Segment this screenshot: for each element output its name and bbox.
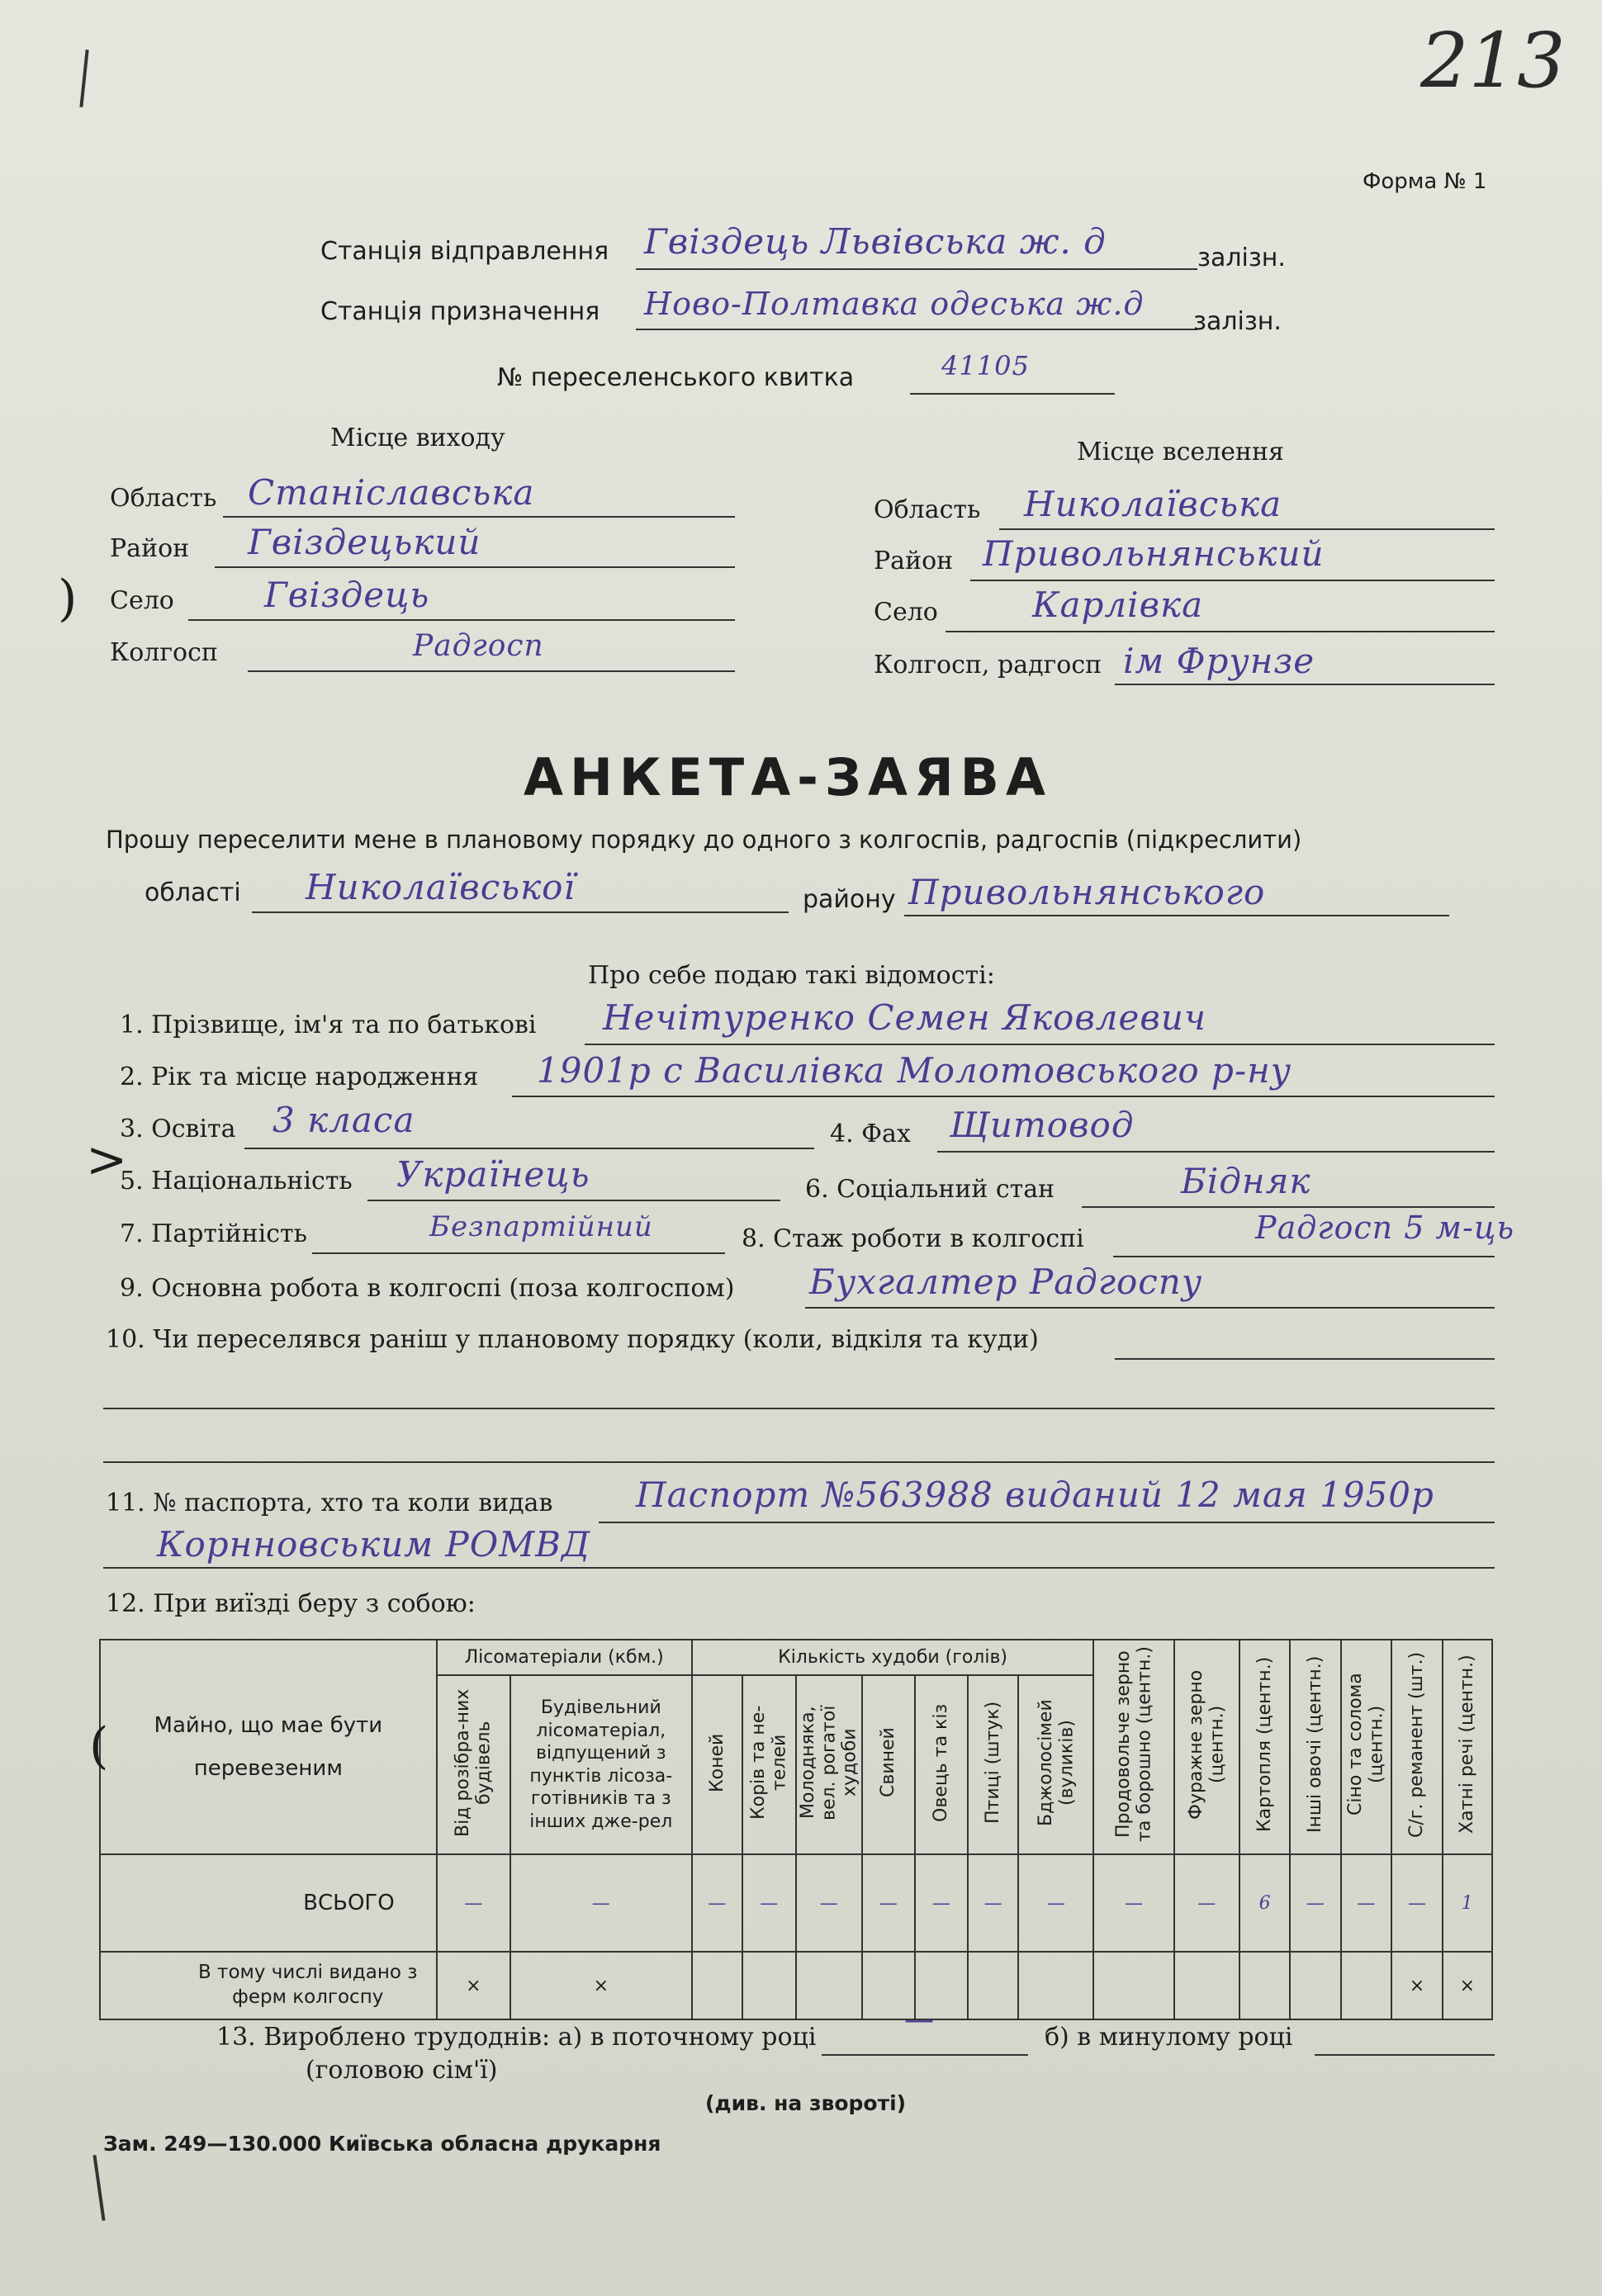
- th-sheep: Овець та кіз: [915, 1675, 968, 1854]
- ticket-value: 41105: [941, 350, 1030, 381]
- cell-kolhosp: [692, 1952, 742, 2019]
- origin-kolhosp-label: Колгосп: [110, 638, 218, 667]
- th-dismantled: Від розібра-них будівель: [437, 1675, 510, 1854]
- cell-total: —: [796, 1854, 862, 1952]
- th-young-cattle: Молодняка, вел. рогатої худоби: [796, 1675, 862, 1854]
- th-potato: Картопля (центн.): [1239, 1640, 1290, 1854]
- margin-mark: [79, 50, 88, 107]
- workdays-label: 13. Вироблено трудоднів: а) в поточному році: [216, 2023, 817, 2052]
- field-5-value: Українець: [396, 1154, 590, 1195]
- field-11-label: 11. № паспорта, хто та коли видав: [106, 1489, 553, 1517]
- field-10-label: 10. Чи переселявся раніш у плановому порядку (коли, відкіля та куди): [106, 1325, 1039, 1354]
- destination-kolhosp-label: Колгосп, радгосп: [874, 651, 1102, 679]
- origin-selo-label: Село: [110, 586, 174, 615]
- destination-oblast-label: Область: [874, 495, 981, 524]
- field-9-label: 9. Основна робота в колгоспі (поза колгоспом): [120, 1274, 735, 1303]
- cell-total: —: [1174, 1854, 1239, 1952]
- cell-total: —: [742, 1854, 796, 1952]
- cell-total: —: [1018, 1854, 1093, 1952]
- cell-total: —: [692, 1854, 742, 1952]
- cell-total: —: [1341, 1854, 1392, 1952]
- table-row-total: [100, 1854, 1492, 1952]
- th-bees: Бджолосімей (вуликів): [1018, 1675, 1093, 1854]
- field-2-label: 2. Рік та місце народження: [120, 1063, 479, 1091]
- row-kolhosp-label: В тому числі видано з ферм колгоспу: [100, 1952, 437, 2019]
- th-household: Хатні речі (центн.): [1443, 1640, 1492, 1854]
- field-12-label: 12. При виїзді беру з собою:: [106, 1589, 476, 1618]
- printer-line: Зам. 249—130.000 Київська обласна друкарня: [103, 2132, 661, 2156]
- origin-oblast-value: Станіславська: [248, 472, 535, 513]
- field-1-label: 1. Прізвище, ім'я та по батькові: [120, 1011, 537, 1039]
- field-5-label: 5. Національність: [120, 1167, 353, 1195]
- origin-raion-value: Гвіздецький: [248, 522, 481, 562]
- destination-station-label: Станція призначення: [320, 297, 600, 326]
- th-inventory: С/г. реманент (шт.): [1391, 1640, 1442, 1854]
- cell-total: —: [510, 1854, 692, 1952]
- destination-station-value: Ново-Полтавка одеська ж.д: [644, 286, 1145, 322]
- field-4-value: Щитовод: [950, 1105, 1135, 1145]
- cell-kolhosp: [1174, 1952, 1239, 2019]
- field-8-value: Радгосп 5 м-ць: [1255, 1210, 1515, 1246]
- cell-kolhosp: ×: [1443, 1952, 1492, 2019]
- row-total-label: ВСЬОГО: [100, 1854, 437, 1952]
- destination-selo-label: Село: [874, 598, 938, 627]
- form-number: Форма № 1: [1363, 169, 1487, 194]
- workdays-sub: (головою сім'ї): [306, 2056, 498, 2085]
- form-title: АНКЕТА-ЗАЯВА: [524, 747, 1052, 807]
- field-3-value: 3 класа: [273, 1100, 415, 1140]
- cell-total: —: [1290, 1854, 1340, 1952]
- workdays-current-value: —: [904, 2003, 935, 2037]
- field-11-value-2: Корнновським РОМВД: [157, 1524, 591, 1565]
- origin-kolhosp-value: Радгосп: [413, 629, 544, 663]
- cell-kolhosp: ×: [510, 1952, 692, 2019]
- origin-heading: Місце виходу: [330, 424, 505, 452]
- margin-mark: [92, 2155, 105, 2221]
- origin-selo-value: Гвіздець: [264, 575, 430, 615]
- destination-heading: Місце вселення: [1077, 438, 1284, 466]
- th-food-grain: Продовольче зерно та борошно (центн.): [1093, 1640, 1173, 1854]
- cell-kolhosp: [1290, 1952, 1340, 2019]
- field-8-label: 8. Стаж роботи в колгоспі: [742, 1224, 1084, 1253]
- table-row-kolhosp: [100, 1952, 1492, 2019]
- destination-selo-value: Карлівка: [1032, 585, 1204, 625]
- field-2-value: 1901р с Василівка Молотовського р-ну: [537, 1050, 1292, 1091]
- origin-raion-label: Район: [110, 534, 190, 563]
- destination-raion-value: Привольнянський: [983, 533, 1325, 574]
- ticket-label: № переселенського квитка: [497, 363, 855, 392]
- cell-kolhosp: [1093, 1952, 1173, 2019]
- th-property: Майно, що мае бути перевезеним: [100, 1640, 437, 1854]
- field-7-label: 7. Партійність: [120, 1219, 307, 1248]
- departure-station-suffix: залізн.: [1197, 244, 1286, 272]
- th-vegetables: Інші овочі (центн.): [1290, 1640, 1340, 1854]
- destination-station-suffix: залізн.: [1193, 307, 1282, 336]
- cell-kolhosp: ×: [1391, 1952, 1442, 2019]
- field-11-value: Паспорт №563988 виданий 12 мая 1950р: [636, 1475, 1434, 1515]
- margin-mark: (: [89, 1717, 109, 1775]
- cell-kolhosp: [742, 1952, 796, 2019]
- th-livestock-group: Кількість худоби (голів): [692, 1640, 1094, 1675]
- destination-kolhosp-value: ім Фрунзе: [1123, 641, 1315, 681]
- page-number: 213: [1420, 17, 1566, 105]
- margin-mark: >: [86, 1131, 128, 1189]
- field-4-label: 4. Фах: [830, 1120, 911, 1148]
- cell-total: —: [862, 1854, 915, 1952]
- workdays-prev-label: б) в минулому році: [1045, 2023, 1293, 2052]
- th-hay: Сіно та солома (центн.): [1341, 1640, 1392, 1854]
- th-cows: Корів та не-телей: [742, 1675, 796, 1854]
- cell-kolhosp: [796, 1952, 862, 2019]
- field-7-value: Безпартійний: [429, 1210, 653, 1243]
- request-text: Прошу переселити мене в плановому порядку до одного з колгоспів, радгоспів (підкреслити): [106, 826, 1302, 854]
- field-3-label: 3. Освіта: [120, 1115, 236, 1143]
- info-heading: Про себе подаю такі відомості:: [588, 961, 995, 990]
- th-building-timber: Будівельний лісоматеріал, відпущений з пунктів лісоза-готівників та з інших дже-рел: [510, 1675, 692, 1854]
- destination-oblast-value: Николаївська: [1024, 484, 1282, 524]
- field-1-value: Нечітуренко Семен Яковлевич: [603, 997, 1206, 1038]
- goods-table: [99, 1639, 1493, 2020]
- cell-total: 1: [1443, 1854, 1492, 1952]
- cell-kolhosp: [968, 1952, 1018, 2019]
- cell-kolhosp: [1018, 1952, 1093, 2019]
- th-pigs: Свиней: [862, 1675, 915, 1854]
- request-raion-label: району: [803, 885, 896, 914]
- origin-oblast-label: Область: [110, 484, 217, 513]
- cell-total: —: [968, 1854, 1018, 1952]
- cell-kolhosp: [1341, 1952, 1392, 2019]
- margin-mark: ): [58, 570, 78, 627]
- cell-total: —: [1391, 1854, 1442, 1952]
- destination-raion-label: Район: [874, 547, 954, 575]
- request-oblast-value: Николаївської: [306, 867, 576, 907]
- field-6-label: 6. Соціальний стан: [805, 1175, 1055, 1204]
- request-raion-value: Привольнянського: [908, 872, 1266, 912]
- cell-total: 6: [1239, 1854, 1290, 1952]
- departure-station-value: Гвіздець Львівська ж. д: [644, 221, 1107, 262]
- cell-total: —: [437, 1854, 510, 1952]
- request-oblast-label: області: [145, 878, 241, 907]
- th-feed-grain: Фуражне зерно (центн.): [1174, 1640, 1239, 1854]
- departure-station-label: Станція відправлення: [320, 237, 609, 266]
- cell-kolhosp: ×: [437, 1952, 510, 2019]
- th-horses: Коней: [692, 1675, 742, 1854]
- see-reverse: (див. на звороті): [705, 2091, 907, 2115]
- field-6-value: Бідняк: [1181, 1161, 1311, 1201]
- cell-total: —: [1093, 1854, 1173, 1952]
- field-9-value: Бухгалтер Радгоспу: [809, 1262, 1203, 1302]
- th-timber-group: Лісоматеріали (кбм.): [437, 1640, 692, 1675]
- cell-total: —: [915, 1854, 968, 1952]
- cell-kolhosp: [1239, 1952, 1290, 2019]
- th-poultry: Птиці (штук): [968, 1675, 1018, 1854]
